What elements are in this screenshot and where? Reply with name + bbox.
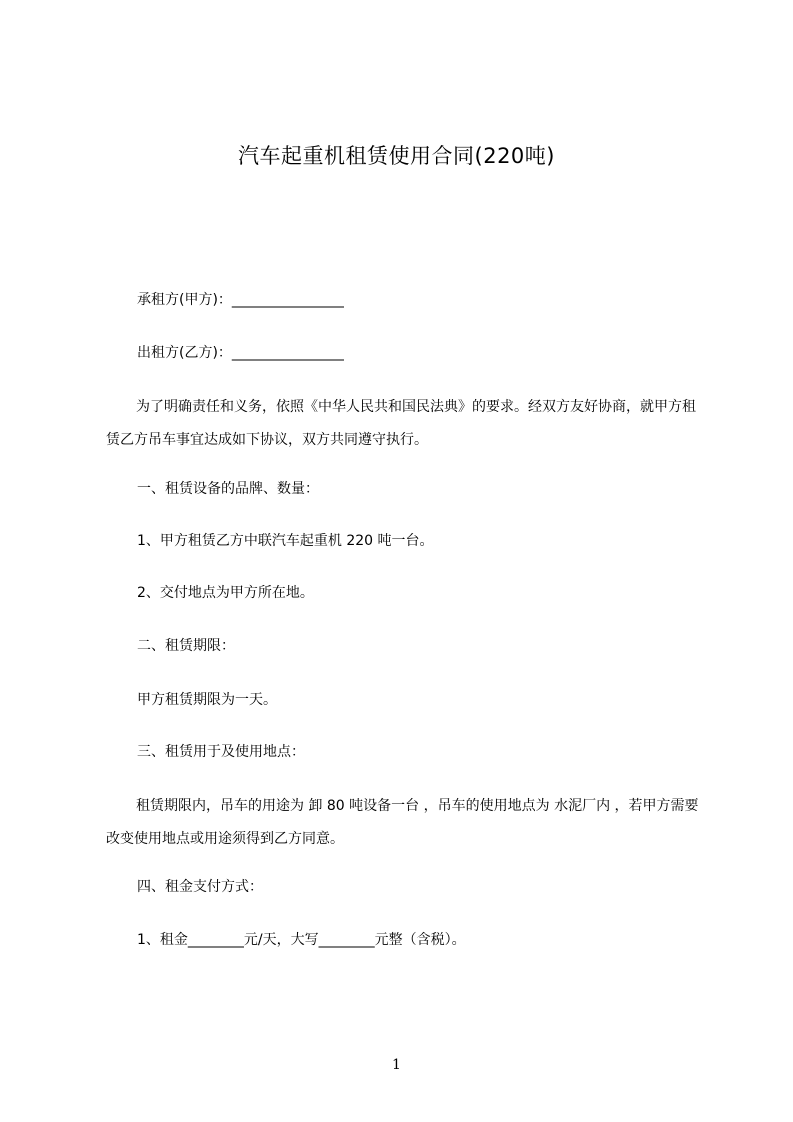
section-4-heading: 四、租金支付方式： bbox=[137, 879, 263, 895]
section-1-item-2: 2、交付地点为甲方所在地。 bbox=[137, 585, 314, 601]
page-number: 1 bbox=[392, 1057, 401, 1073]
section-4-item-1: 1、租金________元/天，大写________元整（含税）。 bbox=[137, 932, 466, 948]
section-3-paragraph: 租赁期限内，吊车的用途为 卸 80 吨设备一台 ，吊车的使用地点为 水泥厂内 ，若甲方需要改变使用地点或用途须得到乙方同意。 bbox=[106, 798, 699, 847]
section-1-heading: 一、租赁设备的品牌、数量： bbox=[137, 481, 319, 497]
party-a-line: 承租方(甲方)：________________ bbox=[137, 292, 344, 308]
preamble-paragraph: 为了明确责任和义务，依照《中华人民共和国民法典》的要求。经双方友好协商，就甲方租赁乙方吊车事宜达成如下协议，双方共同遵守执行。 bbox=[106, 399, 696, 448]
section-2-text: 甲方租赁期限为一天。 bbox=[137, 692, 277, 708]
section-1-item-1: 1、甲方租赁乙方中联汽车起重机 220 吨一台。 bbox=[137, 533, 434, 549]
section-3-heading: 三、租赁用于及使用地点： bbox=[137, 744, 305, 760]
document-title: 汽车起重机租赁使用合同(220吨) bbox=[238, 144, 555, 168]
section-2-heading: 二、租赁期限： bbox=[137, 638, 235, 654]
party-b-line: 出租方(乙方)：________________ bbox=[137, 345, 344, 361]
